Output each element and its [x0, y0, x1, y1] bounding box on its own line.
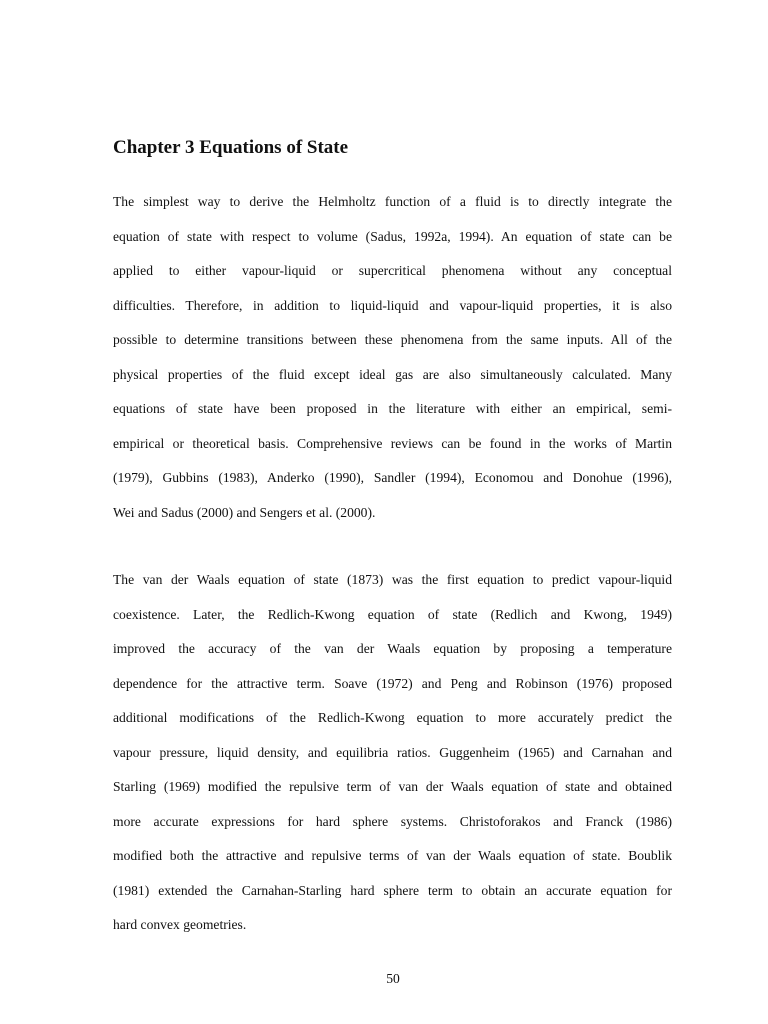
chapter-title: Chapter 3 Equations of State: [113, 137, 349, 158]
paragraph-line: dependence for the attractive term. Soave (1972) and Peng and Robinson (1976) proposed: [113, 675, 672, 691]
paragraph-line: empirical or theoretical basis. Comprehensive reviews can be found in the works of Martin: [113, 435, 672, 451]
paragraph-helmholtz-introduction: [113, 192, 672, 537]
paragraph-line: applied to either vapour-liquid or supercritical phenomena without any conceptual: [113, 263, 672, 278]
paragraph-line: more accurate expressions for hard sphere systems. Christoforakos and Franck (1986): [113, 813, 672, 829]
page-number: 50: [386, 971, 400, 986]
paragraph-line: equation of state with respect to volume (Sadus, 1992a, 1994). An equation of state can be: [113, 228, 672, 244]
paragraph-line: additional modifications of the Redlich-Kwong equation to more accurately predict the: [113, 710, 672, 725]
paragraph-line: equations of state have been proposed in the literature with either an empirical, semi-: [113, 401, 672, 416]
paragraph-line: physical properties of the fluid except ideal gas are also simultaneously calculated. Many: [113, 366, 672, 382]
paragraph-line: difficulties. Therefore, in addition to liquid-liquid and vapour-liquid properties, it is also: [113, 297, 672, 313]
paragraph-line: Starling (1969) modified the repulsive term of van der Waals equation of state and obtained: [113, 779, 672, 794]
paragraph-line: The simplest way to derive the Helmholtz function of a fluid is to directly integrate the: [113, 194, 672, 209]
paragraph-line: improved the accuracy of the van der Waals equation by proposing a temperature: [113, 641, 672, 656]
paragraph-line: (1981) extended the Carnahan-Starling hard sphere term to obtain an accurate equation for: [113, 882, 672, 898]
paragraph-line: The van der Waals equation of state (1873) was the first equation to predict vapour-liquid: [113, 572, 672, 587]
paragraph-line: possible to determine transitions between these phenomena from the same inputs. All of the: [113, 332, 672, 347]
paragraph-van-der-waals-history: [113, 570, 672, 950]
paragraph-line: vapour pressure, liquid density, and equilibria ratios. Guggenheim (1965) and Carnahan and: [113, 744, 672, 760]
paragraph-line: coexistence. Later, the Redlich-Kwong equation of state (Redlich and Kwong, 1949): [113, 606, 672, 622]
paragraph-line: modified both the attractive and repulsive terms of van der Waals equation of state. Boublik: [113, 848, 672, 863]
paragraph-line: (1979), Gubbins (1983), Anderko (1990), Sandler (1994), Economou and Donohue (1996),: [113, 470, 672, 485]
paragraph-line: Wei and Sadus (2000) and Sengers et al. (2000).: [113, 504, 376, 520]
paragraph-line: hard convex geometries.: [113, 917, 247, 932]
